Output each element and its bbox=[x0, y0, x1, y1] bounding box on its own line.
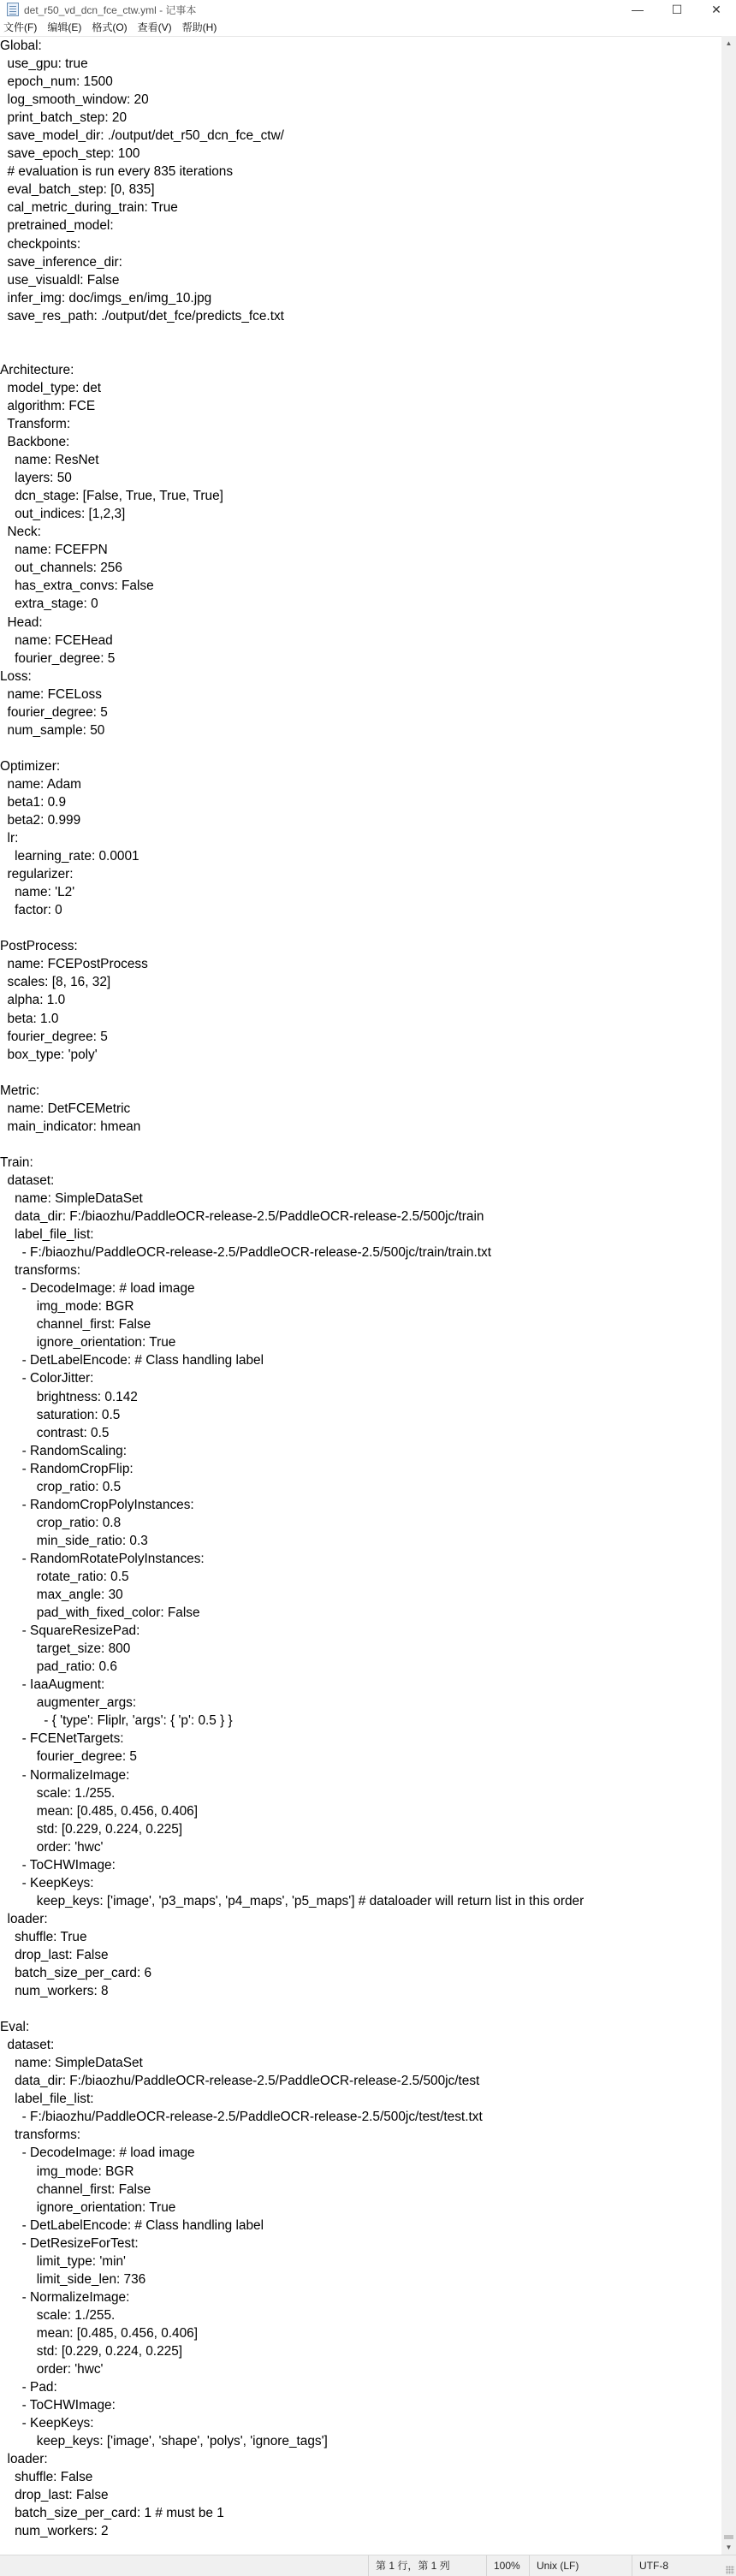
text-line[interactable]: - ToCHWImage: bbox=[0, 1857, 116, 1873]
text-line[interactable]: use_visualdl: False bbox=[0, 272, 120, 288]
text-line[interactable] bbox=[0, 1136, 721, 1154]
text-line[interactable]: img_mode: BGR bbox=[0, 2163, 134, 2179]
text-line[interactable]: label_file_list: bbox=[0, 2092, 94, 2107]
text-line[interactable]: saturation: 0.5 bbox=[0, 1407, 121, 1422]
text-line[interactable]: order: 'hwc' bbox=[0, 2362, 104, 2377]
text-line[interactable]: Architecture: bbox=[0, 362, 74, 377]
text-line[interactable]: - F:/biaozhu/PaddleOCR-release-2.5/PaddleOCR-release-2.5/500jc/train/train.txt bbox=[0, 1245, 491, 1261]
text-line[interactable]: factor: 0 bbox=[0, 903, 62, 918]
text-line[interactable]: - RandomCropFlip: bbox=[0, 1461, 134, 1476]
text-line[interactable]: Transform: bbox=[0, 416, 71, 431]
text-line[interactable]: main_indicator: hmean bbox=[0, 1119, 141, 1134]
text-line[interactable]: - DetResizeForTest: bbox=[0, 2235, 139, 2251]
text-line[interactable]: - NormalizeImage: bbox=[0, 1767, 130, 1783]
text-line[interactable]: scale: 1./255. bbox=[0, 2307, 116, 2323]
text-line[interactable]: Optimizer: bbox=[0, 758, 61, 774]
text-line[interactable]: dataset: bbox=[0, 2038, 55, 2053]
text-line[interactable]: shuffle: True bbox=[0, 1929, 87, 1944]
text-line[interactable]: num_workers: 2 bbox=[0, 2524, 109, 2539]
notepad-icon bbox=[7, 3, 19, 16]
text-line[interactable]: name: FCELoss bbox=[0, 686, 102, 702]
text-line[interactable]: save_inference_dir: bbox=[0, 254, 122, 270]
text-line[interactable]: loader: bbox=[0, 1911, 48, 1926]
text-line[interactable]: brightness: 0.142 bbox=[0, 1389, 138, 1404]
text-line[interactable] bbox=[0, 1064, 721, 1082]
line-ending: Unix (LF) bbox=[529, 2555, 579, 2576]
text-line[interactable]: batch_size_per_card: 6 bbox=[0, 1966, 152, 1981]
text-line[interactable]: name: Adam bbox=[0, 776, 81, 792]
text-line[interactable]: name: FCEHead bbox=[0, 632, 113, 648]
text-line[interactable]: - { 'type': Fliplr, 'args': { 'p': 0.5 } } bbox=[0, 1713, 233, 1729]
text-line[interactable]: eval_batch_step: [0, 835] bbox=[0, 182, 155, 198]
text-line[interactable]: - RandomScaling: bbox=[0, 1443, 127, 1458]
text-line[interactable]: alpha: 1.0 bbox=[0, 993, 66, 1008]
text-line[interactable]: out_channels: 256 bbox=[0, 561, 122, 576]
text-line[interactable]: transforms: bbox=[0, 1263, 81, 1279]
text-line[interactable]: checkpoints: bbox=[0, 236, 81, 252]
text-line[interactable] bbox=[0, 2000, 721, 2018]
text-line[interactable]: num_sample: 50 bbox=[0, 722, 105, 738]
text-line[interactable]: lr: bbox=[0, 831, 19, 846]
text-line[interactable] bbox=[0, 739, 721, 757]
text-line[interactable]: fourier_degree: 5 bbox=[0, 650, 116, 666]
maximize-button[interactable]: ☐ bbox=[671, 2, 683, 16]
text-line[interactable]: name: FCEPostProcess bbox=[0, 957, 148, 972]
text-line[interactable]: mean: [0.485, 0.456, 0.406] bbox=[0, 2325, 199, 2341]
menu-view[interactable]: 查看(V) bbox=[137, 21, 172, 33]
text-line[interactable]: Head: bbox=[0, 614, 43, 630]
menu-bar bbox=[0, 19, 736, 36]
text-line[interactable]: model_type: det bbox=[0, 380, 102, 395]
text-line[interactable]: Global: bbox=[0, 39, 42, 53]
text-line[interactable]: PostProcess: bbox=[0, 939, 78, 954]
text-line[interactable]: - KeepKeys: bbox=[0, 2416, 94, 2431]
zoom-level: 100% bbox=[486, 2555, 520, 2576]
window-controls bbox=[618, 0, 736, 19]
text-line[interactable]: # evaluation is run every 835 iterations bbox=[0, 164, 234, 180]
text-line[interactable]: std: [0.229, 0.224, 0.225] bbox=[0, 1821, 183, 1837]
text-line[interactable]: data_dir: F:/biaozhu/PaddleOCR-release-2.5/PaddleOCR-release-2.5/500jc/test bbox=[0, 2074, 480, 2089]
text-line[interactable]: - DecodeImage: # load image bbox=[0, 1281, 195, 1297]
text-line[interactable] bbox=[0, 343, 721, 361]
text-line[interactable]: channel_first: False bbox=[0, 2181, 151, 2197]
menu-edit[interactable]: 编辑(E) bbox=[47, 21, 82, 33]
text-line[interactable]: num_workers: 8 bbox=[0, 1984, 109, 1999]
scrollbar-thumb[interactable] bbox=[724, 2535, 733, 2539]
text-line[interactable]: learning_rate: 0.0001 bbox=[0, 849, 139, 864]
text-line[interactable]: pad_with_fixed_color: False bbox=[0, 1606, 200, 1621]
text-line[interactable]: Eval: bbox=[0, 2020, 30, 2035]
text-line[interactable]: name: SimpleDataSet bbox=[0, 2056, 143, 2071]
text-line[interactable]: augmenter_args: bbox=[0, 1695, 137, 1711]
text-line[interactable]: save_model_dir: ./output/det_r50_dcn_fce_ctw/ bbox=[0, 128, 284, 144]
text-line[interactable]: batch_size_per_card: 1 # must be 1 bbox=[0, 2506, 224, 2521]
text-line[interactable]: infer_img: doc/imgs_en/img_10.jpg bbox=[0, 290, 212, 306]
text-line[interactable]: Backbone: bbox=[0, 435, 70, 450]
text-line[interactable]: std: [0.229, 0.224, 0.225] bbox=[0, 2344, 183, 2359]
text-line[interactable]: contrast: 0.5 bbox=[0, 1425, 110, 1440]
text-line[interactable]: ignore_orientation: True bbox=[0, 1335, 176, 1350]
text-line[interactable]: max_angle: 30 bbox=[0, 1588, 123, 1603]
text-line[interactable]: limit_side_len: 736 bbox=[0, 2271, 146, 2287]
text-line[interactable]: Metric: bbox=[0, 1083, 40, 1098]
text-line[interactable]: name: DetFCEMetric bbox=[0, 1101, 131, 1116]
text-line[interactable]: save_epoch_step: 100 bbox=[0, 146, 140, 162]
text-line[interactable]: Loss: bbox=[0, 668, 32, 684]
scroll-down-arrow-icon[interactable]: ▼ bbox=[725, 2543, 733, 2551]
close-button[interactable]: ✕ bbox=[711, 2, 721, 16]
text-line[interactable]: log_smooth_window: 20 bbox=[0, 92, 149, 108]
text-line[interactable]: box_type: 'poly' bbox=[0, 1047, 98, 1062]
text-line[interactable]: drop_last: False bbox=[0, 2488, 109, 2503]
text-line[interactable]: loader: bbox=[0, 2452, 48, 2467]
text-line[interactable]: scale: 1./255. bbox=[0, 1785, 116, 1801]
text-line[interactable]: mean: [0.485, 0.456, 0.406] bbox=[0, 1803, 199, 1819]
resize-grip-icon[interactable] bbox=[726, 2566, 734, 2574]
text-line[interactable]: crop_ratio: 0.8 bbox=[0, 1515, 122, 1530]
text-line[interactable]: data_dir: F:/biaozhu/PaddleOCR-release-2.5/PaddleOCR-release-2.5/500jc/train bbox=[0, 1209, 484, 1225]
menu-file[interactable]: 文件(F) bbox=[3, 21, 38, 33]
text-line[interactable]: beta2: 0.999 bbox=[0, 813, 81, 828]
menu-help[interactable]: 帮助(H) bbox=[181, 21, 217, 33]
text-line[interactable]: - DetLabelEncode: # Class handling label bbox=[0, 2217, 264, 2233]
cursor-position: 第 1 行，第 1 列 bbox=[368, 2555, 450, 2576]
text-line[interactable]: layers: 50 bbox=[0, 471, 72, 486]
text-line[interactable]: - DetLabelEncode: # Class handling label bbox=[0, 1353, 264, 1368]
text-line[interactable]: save_res_path: ./output/det_fce/predicts_fce.txt bbox=[0, 308, 284, 323]
text-line[interactable]: - FCENetTargets: bbox=[0, 1731, 124, 1747]
text-line[interactable]: regularizer: bbox=[0, 867, 74, 882]
text-line[interactable]: - SquareResizePad: bbox=[0, 1623, 140, 1639]
text-line[interactable]: fourier_degree: 5 bbox=[0, 704, 108, 720]
text-line[interactable]: - F:/biaozhu/PaddleOCR-release-2.5/PaddleOCR-release-2.5/500jc/test/test.txt bbox=[0, 2110, 483, 2125]
minimize-button[interactable]: — bbox=[632, 3, 644, 16]
text-line[interactable]: Neck: bbox=[0, 525, 41, 540]
text-line[interactable]: name: FCEFPN bbox=[0, 543, 108, 558]
text-line[interactable]: use_gpu: true bbox=[0, 56, 88, 72]
text-line[interactable]: - RandomCropPolyInstances: bbox=[0, 1497, 194, 1512]
text-line[interactable]: crop_ratio: 0.5 bbox=[0, 1479, 122, 1494]
text-line[interactable]: channel_first: False bbox=[0, 1317, 151, 1333]
text-line[interactable]: fourier_degree: 5 bbox=[0, 1749, 137, 1765]
vertical-scrollbar[interactable] bbox=[721, 36, 736, 2555]
text-editor-area[interactable] bbox=[0, 36, 721, 2555]
text-line[interactable]: dcn_stage: [False, True, True, True] bbox=[0, 489, 223, 504]
text-line[interactable]: img_mode: BGR bbox=[0, 1299, 134, 1315]
text-line[interactable]: print_batch_step: 20 bbox=[0, 110, 128, 126]
text-line[interactable]: keep_keys: ['image', 'p3_maps', 'p4_maps', 'p5_maps'] # dataloader will return list in this order bbox=[0, 1893, 585, 1908]
status-bar bbox=[0, 2555, 736, 2576]
text-line[interactable]: label_file_list: bbox=[0, 1227, 94, 1243]
text-line[interactable]: out_indices: [1,2,3] bbox=[0, 507, 126, 522]
encoding: UTF-8 bbox=[632, 2555, 668, 2576]
text-line[interactable]: target_size: 800 bbox=[0, 1641, 131, 1657]
text-line[interactable]: - ToCHWImage: bbox=[0, 2398, 116, 2413]
text-line[interactable]: epoch_num: 1500 bbox=[0, 74, 113, 90]
text-line[interactable]: limit_type: 'min' bbox=[0, 2253, 126, 2269]
text-line[interactable]: min_side_ratio: 0.3 bbox=[0, 1533, 148, 1548]
text-line[interactable]: rotate_ratio: 0.5 bbox=[0, 1569, 129, 1584]
text-line[interactable]: beta: 1.0 bbox=[0, 1011, 59, 1026]
text-line[interactable]: cal_metric_during_train: True bbox=[0, 200, 178, 216]
text-line[interactable]: fourier_degree: 5 bbox=[0, 1029, 108, 1044]
text-line[interactable]: - KeepKeys: bbox=[0, 1875, 94, 1890]
text-line[interactable]: dataset: bbox=[0, 1172, 55, 1188]
text-line[interactable]: beta1: 0.9 bbox=[0, 794, 67, 810]
text-line[interactable]: transforms: bbox=[0, 2128, 81, 2143]
window-title: det_r50_vd_dcn_fce_ctw.yml - 记事本 bbox=[24, 3, 197, 16]
text-line[interactable]: has_extra_convs: False bbox=[0, 579, 154, 594]
text-line[interactable]: ignore_orientation: True bbox=[0, 2199, 176, 2215]
text-line[interactable]: - DecodeImage: # load image bbox=[0, 2146, 195, 2161]
text-line[interactable]: - RandomRotatePolyInstances: bbox=[0, 1551, 205, 1566]
text-line[interactable]: extra_stage: 0 bbox=[0, 597, 98, 612]
text-line[interactable]: Train: bbox=[0, 1154, 33, 1170]
text-line[interactable]: scales: [8, 16, 32] bbox=[0, 975, 111, 990]
text-line[interactable]: - Pad: bbox=[0, 2380, 57, 2395]
text-line[interactable]: - IaaAugment: bbox=[0, 1677, 105, 1693]
text-line[interactable]: name: 'L2' bbox=[0, 885, 75, 900]
scroll-up-arrow-icon[interactable]: ▲ bbox=[725, 39, 733, 47]
text-line[interactable]: keep_keys: ['image', 'shape', 'polys', 'ignore_tags'] bbox=[0, 2434, 328, 2449]
text-line[interactable]: order: 'hwc' bbox=[0, 1839, 104, 1855]
text-line[interactable]: - ColorJitter: bbox=[0, 1371, 94, 1386]
text-line[interactable]: - NormalizeImage: bbox=[0, 2289, 130, 2305]
text-line[interactable]: shuffle: False bbox=[0, 2470, 93, 2485]
text-line[interactable]: pretrained_model: bbox=[0, 218, 114, 234]
menu-format[interactable]: 格式(O) bbox=[92, 21, 128, 33]
text-line[interactable]: drop_last: False bbox=[0, 1947, 109, 1962]
text-line[interactable] bbox=[0, 325, 721, 343]
text-line[interactable] bbox=[0, 919, 721, 937]
text-line[interactable]: name: SimpleDataSet bbox=[0, 1191, 143, 1206]
text-line[interactable]: name: ResNet bbox=[0, 453, 99, 468]
text-line[interactable]: algorithm: FCE bbox=[0, 398, 96, 413]
text-line[interactable]: pad_ratio: 0.6 bbox=[0, 1659, 117, 1675]
title-bar bbox=[0, 0, 736, 19]
